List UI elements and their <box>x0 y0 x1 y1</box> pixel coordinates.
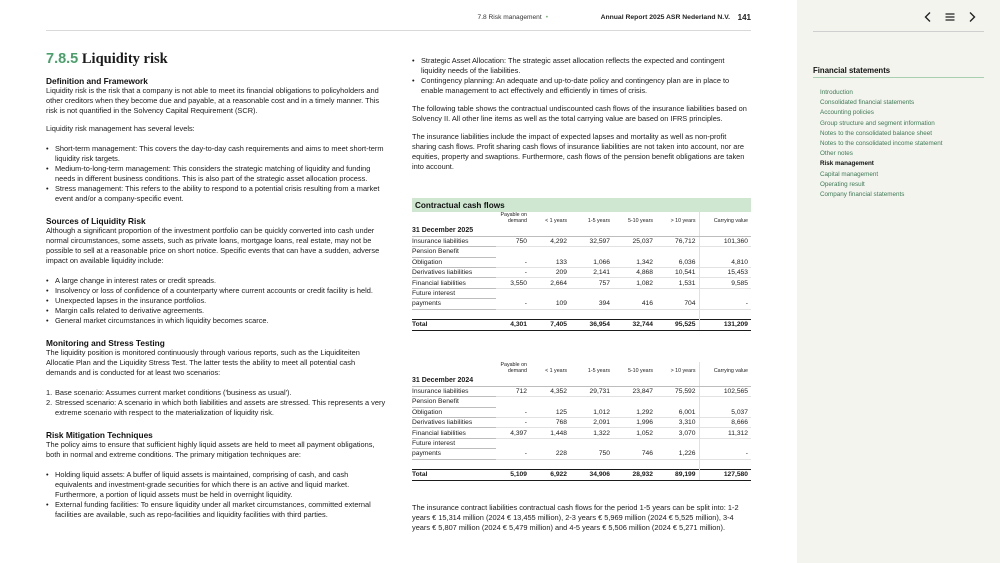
sidebar-item-notes-to-the-consolidated-balance-sheet[interactable]: Notes to the consolidated balance sheet <box>820 129 933 137</box>
total-label: Total <box>412 319 496 330</box>
liabilities-text: The insurance liabilities include the impact of expected lapses and mortality as well as non-profit sharing cash flows. Profit sharing cash flows of insurance liabilities are not taken into account, nor are equities, property and swaptions. Furthermore, cash flows of the pension benefit obligations are taken into account. <box>412 132 745 171</box>
table-cell: 125 <box>530 407 570 417</box>
row-label: Future interest <box>412 288 496 298</box>
table-cell <box>496 438 530 448</box>
chevron-right-icon[interactable] <box>966 10 978 22</box>
list-item: • Medium-to-long-term management: This considers the strategic matching of liquidity and funding needs in different business conditions. This is also part of the strategic asset allocation process. <box>55 164 386 184</box>
list-item: • Holding liquid assets: A buffer of liquid assets is maintained, comprising of cash, and cash equivalents and investment-grade securities for which there is an active and liquid market. Furthermore, a portion of liquid assets must be held in overnight liquidity. <box>55 470 386 500</box>
levels-intro: Liquidity risk management has several levels: <box>46 124 195 133</box>
table-cell-empty <box>496 459 530 469</box>
sidebar-item-operating-result[interactable]: Operating result <box>820 180 865 188</box>
table-cell: 1,052 <box>613 428 656 438</box>
table-cell-empty <box>530 226 570 236</box>
table-date-row <box>412 226 751 236</box>
column-header: Carrying value <box>699 212 751 226</box>
table-cell-empty <box>613 459 656 469</box>
total-cell: 95,525 <box>656 319 699 330</box>
table-cell: - <box>496 257 530 267</box>
sidebar-item-other-notes[interactable]: Other notes <box>820 150 853 158</box>
table-cell-empty <box>530 376 570 386</box>
table-title: Contractual cash flows <box>412 198 751 212</box>
table-cell: 768 <box>530 418 570 428</box>
table-row <box>412 299 751 309</box>
table-cell-empty <box>656 309 699 319</box>
report-title: Annual Report 2025 ASR Nederland N.V. <box>600 14 730 21</box>
table-cell: 228 <box>530 449 570 459</box>
row-label: Derivatives liabilities <box>412 268 496 278</box>
right-column <box>412 56 751 172</box>
definition-heading: Definition and Framework <box>46 76 148 86</box>
table-row <box>412 268 751 278</box>
table-cell <box>699 247 751 257</box>
sidebar-item-company-financial-statements[interactable]: Company financial statements <box>820 191 905 199</box>
section-title <box>46 50 386 68</box>
sidebar-item-accounting-policies[interactable]: Accounting policies <box>820 109 874 117</box>
table-cell: 23,847 <box>613 386 656 396</box>
table-cell <box>570 288 613 298</box>
table-cell: 15,453 <box>699 268 751 278</box>
left-column <box>46 50 386 520</box>
table-cell <box>530 288 570 298</box>
table-cell-empty <box>570 309 613 319</box>
table-cell: 5,037 <box>699 407 751 417</box>
table-cell: 750 <box>496 236 530 246</box>
table-cell: 2,141 <box>570 268 613 278</box>
table-cell: 750 <box>570 449 613 459</box>
breadcrumb-section[interactable]: 7.8 Risk management <box>477 14 542 21</box>
table-row <box>412 449 751 459</box>
table-cell-empty <box>412 459 496 469</box>
sources-list <box>55 276 386 326</box>
list-item: • General market circumstances in which liquidity becomes scarce. <box>55 316 386 326</box>
table-cell: 109 <box>530 299 570 309</box>
table-cell <box>656 438 699 448</box>
table-total-row <box>412 319 751 330</box>
table-cell-empty <box>613 309 656 319</box>
sidebar-title: Financial statements <box>813 66 891 75</box>
table-cell: 704 <box>656 299 699 309</box>
table-cell: - <box>496 299 530 309</box>
page-number: 141 <box>737 13 751 22</box>
table-cell: 1,292 <box>613 407 656 417</box>
table-row <box>412 236 751 246</box>
table-cell: 1,342 <box>613 257 656 267</box>
table-cell: 76,712 <box>656 236 699 246</box>
table-cell: - <box>496 449 530 459</box>
list-item: • Stress management: This refers to the ability to respond to a potential crisis resulting from a market event and/or a company-specific event. <box>55 184 386 204</box>
contractual-cash-flows-table-2024 <box>412 362 751 481</box>
table-cell <box>656 397 699 407</box>
list-item: • Unexpected lapses in the insurance portfolios. <box>55 296 386 306</box>
table-cell: 2,091 <box>570 418 613 428</box>
table-intro-text: The following table shows the contractual undiscounted cash flows of the insurance liabilities based on Solvency II. All other line items as well as the total carrying value are based on IFRS principles. <box>412 104 747 123</box>
total-cell: 7,405 <box>530 319 570 330</box>
table-date: 31 December 2025 <box>412 226 496 236</box>
table-cell: 29,731 <box>570 386 613 396</box>
table-row <box>412 257 751 267</box>
table-cell: 6,036 <box>656 257 699 267</box>
total-cell: 4,301 <box>496 319 530 330</box>
table-cell <box>570 247 613 257</box>
table-spacer <box>412 309 751 319</box>
table-cell <box>496 247 530 257</box>
table-cell: 3,070 <box>656 428 699 438</box>
table-cell <box>613 247 656 257</box>
table-row <box>412 407 751 417</box>
table-cell: - <box>496 418 530 428</box>
row-label: Financial liabilities <box>412 278 496 288</box>
footer-paragraph-block <box>412 503 751 533</box>
mitigation-list <box>55 470 386 520</box>
table-cell: - <box>496 268 530 278</box>
row-label: Financial liabilities <box>412 428 496 438</box>
cash-flows-grid-2024 <box>412 362 751 481</box>
table-cell <box>496 288 530 298</box>
table-cell <box>570 397 613 407</box>
sidebar-item-consolidated-financial-statements[interactable]: Consolidated financial statements <box>820 99 915 107</box>
row-label: Pension Benefit <box>412 397 496 407</box>
table-cell <box>656 247 699 257</box>
table-cell: - <box>699 449 751 459</box>
table-row <box>412 428 751 438</box>
column-header: Carrying value <box>699 362 751 376</box>
table-cell-empty <box>496 376 530 386</box>
table-cell-empty <box>530 459 570 469</box>
total-cell: 5,109 <box>496 469 530 480</box>
table-row <box>412 247 751 257</box>
row-label: Obligation <box>412 257 496 267</box>
column-header: 1-5 years <box>587 368 610 374</box>
header-divider <box>46 30 751 31</box>
table-row <box>412 386 751 396</box>
table-cell: 10,541 <box>656 268 699 278</box>
table-cell-empty <box>613 226 656 236</box>
table-cell-empty <box>656 376 699 386</box>
table-cell-empty <box>613 376 656 386</box>
definition-text: Liquidity risk is the risk that a company is not able to meet its financial obligations to policyholders and other creditors when they become due and payable, at a reasonable cost and in a timely manner. This risk is not quantified in the Solvency Capital Requirement (SCR). <box>46 86 380 115</box>
table-cell-empty <box>656 459 699 469</box>
table-cell: 6,001 <box>656 407 699 417</box>
table-cell: 11,312 <box>699 428 751 438</box>
table-cell: 1,226 <box>656 449 699 459</box>
section-number: 7.8.5 <box>46 51 79 67</box>
table-date: 31 December 2024 <box>412 376 496 386</box>
table-date-row <box>412 376 751 386</box>
row-label: Insurance liabilities <box>412 236 496 246</box>
table-cell <box>496 397 530 407</box>
row-label: payments <box>412 299 496 309</box>
table-row <box>412 418 751 428</box>
table-cell-empty <box>570 376 613 386</box>
table-cell: 8,666 <box>699 418 751 428</box>
list-item: • A large change in interest rates or credit spreads. <box>55 276 386 286</box>
table-cell <box>699 397 751 407</box>
page-navigation <box>922 10 978 22</box>
sidebar-item-group-structure-and-segment-information[interactable]: Group structure and segment information <box>820 119 935 127</box>
table-cell: 25,037 <box>613 236 656 246</box>
table-cell-empty <box>699 309 751 319</box>
table-cell: 3,310 <box>656 418 699 428</box>
sidebar <box>797 0 1000 563</box>
split-text: The insurance contract liabilities contractual cash flows for the period 1-5 years can be split into: 1-2 years € 15,314 million (2024 € 13,455 million), 2-3 years € 5,969 million (2024 € 5,525 million), 3-4 years € 5,807 million (2024 € 5,479 million) and 4-5 years € 5,506 million (2024 € 5,271 million). <box>412 503 739 532</box>
cash-flows-grid <box>412 212 751 331</box>
table-header-row <box>412 212 751 226</box>
sidebar-divider <box>813 31 984 32</box>
total-cell: 131,209 <box>699 319 751 330</box>
table-row <box>412 397 751 407</box>
table-cell: 394 <box>570 299 613 309</box>
table-cell: 4,868 <box>613 268 656 278</box>
total-cell: 32,744 <box>613 319 656 330</box>
table-cell-empty <box>496 226 530 236</box>
table-cell <box>530 397 570 407</box>
table-cell-empty <box>412 309 496 319</box>
table-cell: 416 <box>613 299 656 309</box>
table-header-row <box>412 362 751 376</box>
table-cell <box>570 438 613 448</box>
table-cell: 1,531 <box>656 278 699 288</box>
table-cell <box>699 438 751 448</box>
table-cell: 101,360 <box>699 236 751 246</box>
table-cell: 1,996 <box>613 418 656 428</box>
list-item: • Strategic Asset Allocation: The strategic asset allocation reflects the expected and contingent liquidity needs of the liabilities. <box>421 56 751 76</box>
table-cell <box>530 247 570 257</box>
column-header: > 10 years <box>670 368 696 374</box>
total-cell: 127,580 <box>699 469 751 480</box>
table-cell: 746 <box>613 449 656 459</box>
list-item: • Contingency planning: An adequate and up-to-date policy and contingency plan are in place to enable management to act effectively and efficiently in times of crisis. <box>421 76 751 96</box>
column-header: < 1 years <box>545 368 567 374</box>
table-spacer <box>412 459 751 469</box>
column-header-blank <box>412 362 496 376</box>
table-cell: 1,448 <box>530 428 570 438</box>
table-cell: 133 <box>530 257 570 267</box>
table-cell: 102,565 <box>699 386 751 396</box>
sidebar-item-capital-management[interactable]: Capital management <box>820 170 879 178</box>
column-header: 5-10 years <box>627 218 653 224</box>
sidebar-title-underline <box>813 77 984 78</box>
breadcrumb[interactable] <box>478 14 552 21</box>
chevron-left-icon[interactable] <box>922 10 934 22</box>
list-item: 1. Base scenario: Assumes current market conditions ('business as usual'). <box>46 388 292 397</box>
table-row <box>412 288 751 298</box>
sources-text: Although a significant proportion of the investment portfolio can be quickly converted into cash under normal circumstances, some assets, such as private loans, mortgage loans, real estate, may not be possible to sell at a reasonable price on short notice. Specific events that can have a sudden, adverse impact on available liquidity include: <box>46 226 380 265</box>
table-cell-empty <box>570 459 613 469</box>
list-item: • Short-term management: This covers the day-to-day cash requirements and aims to meet short-term liquidity risk targets. <box>55 144 386 164</box>
row-label: Insurance liabilities <box>412 386 496 396</box>
strategy-list <box>421 56 751 96</box>
table-cell: 757 <box>570 278 613 288</box>
table-cell-empty <box>570 226 613 236</box>
mitigation-heading: Risk Mitigation Techniques <box>46 430 153 440</box>
row-label: Derivatives liabilities <box>412 418 496 428</box>
monitoring-heading: Monitoring and Stress Testing <box>46 338 165 348</box>
table-cell <box>613 438 656 448</box>
mitigation-text: The policy aims to ensure that sufficient highly liquid assets are held to meet all payment obligations, both in normal and extreme conditions. The primary mitigation techniques are: <box>46 440 375 459</box>
list-item: • Margin calls related to derivative agreements. <box>55 306 386 316</box>
column-header: < 1 years <box>545 218 567 224</box>
table-cell <box>613 397 656 407</box>
table-cell-empty <box>699 459 751 469</box>
table-cell <box>613 288 656 298</box>
row-label: Obligation <box>412 407 496 417</box>
row-label: Pension Benefit <box>412 247 496 257</box>
table-row <box>412 438 751 448</box>
sidebar-item-introduction[interactable]: Introduction <box>820 89 853 96</box>
table-cell: - <box>699 299 751 309</box>
section-title-text: Liquidity risk <box>81 51 168 67</box>
table-cell: 1,322 <box>570 428 613 438</box>
table-cell: 712 <box>496 386 530 396</box>
total-cell: 36,954 <box>570 319 613 330</box>
row-label: Future interest <box>412 438 496 448</box>
table-total-row <box>412 469 751 480</box>
total-cell: 34,906 <box>570 469 613 480</box>
table-cell: - <box>496 407 530 417</box>
total-label: Total <box>412 469 496 480</box>
table-cell: 75,592 <box>656 386 699 396</box>
sources-heading: Sources of Liquidity Risk <box>46 216 146 226</box>
column-header: 1-5 years <box>587 218 610 224</box>
table-cell-empty <box>496 309 530 319</box>
table-cell: 1,012 <box>570 407 613 417</box>
page-header <box>0 0 797 36</box>
column-header: 5-10 years <box>627 368 653 374</box>
separator-dot: • <box>545 14 548 21</box>
table-cell: 2,664 <box>530 278 570 288</box>
table-cell: 32,597 <box>570 236 613 246</box>
table-cell: 3,550 <box>496 278 530 288</box>
table-cell: 1,066 <box>570 257 613 267</box>
column-header: Payable on demand <box>500 362 527 374</box>
list-item: • Insolvency or loss of confidence of a counterparty where current accounts or credit facility is held. <box>55 286 386 296</box>
list-item: 2. Stressed scenario: A scenario in which both liabilities and assets are stressed. This represents a very extreme scenario with respect to the materialization of liquidity risk. <box>46 398 386 417</box>
scenarios-list <box>46 388 386 418</box>
total-cell: 89,199 <box>656 469 699 480</box>
table-cell-empty <box>530 309 570 319</box>
column-header: Payable on demand <box>500 212 527 224</box>
table-cell: 4,292 <box>530 236 570 246</box>
list-item: • External funding facilities: To ensure liquidity under all market circumstances, committed external facilities are available, such as repo-facilities and liquidity facilities with third parties. <box>55 500 386 520</box>
table-cell: 4,810 <box>699 257 751 267</box>
monitoring-text: The liquidity position is monitored continuously through various reports, such as the Liquiditeiten Allocatie Plan and the Liquidity Stress Test. The latter tests the ability to meet all potential cash demands and is conducted for at least two scenarios: <box>46 348 360 377</box>
row-label: payments <box>412 449 496 459</box>
table-cell <box>530 438 570 448</box>
table-cell-empty <box>656 226 699 236</box>
table-cell: 4,397 <box>496 428 530 438</box>
table-cell: 1,082 <box>613 278 656 288</box>
table-cell <box>656 288 699 298</box>
table-cell: 209 <box>530 268 570 278</box>
table-cell <box>699 288 751 298</box>
table-cell: 4,352 <box>530 386 570 396</box>
total-cell: 6,922 <box>530 469 570 480</box>
table-cell-empty <box>699 376 751 386</box>
sidebar-item-risk-management[interactable]: Risk management <box>820 160 874 168</box>
table-row <box>412 278 751 288</box>
sidebar-toc <box>820 88 943 200</box>
contractual-cash-flows-table <box>412 198 751 331</box>
table-cell: 9,585 <box>699 278 751 288</box>
sidebar-item-notes-to-the-consolidated-income-statement[interactable]: Notes to the consolidated income statement <box>820 140 943 148</box>
column-header: > 10 years <box>670 218 696 224</box>
total-cell: 28,932 <box>613 469 656 480</box>
levels-list <box>55 144 386 204</box>
table-cell-empty <box>699 226 751 236</box>
menu-icon[interactable] <box>944 10 956 22</box>
column-header-blank <box>412 212 496 226</box>
